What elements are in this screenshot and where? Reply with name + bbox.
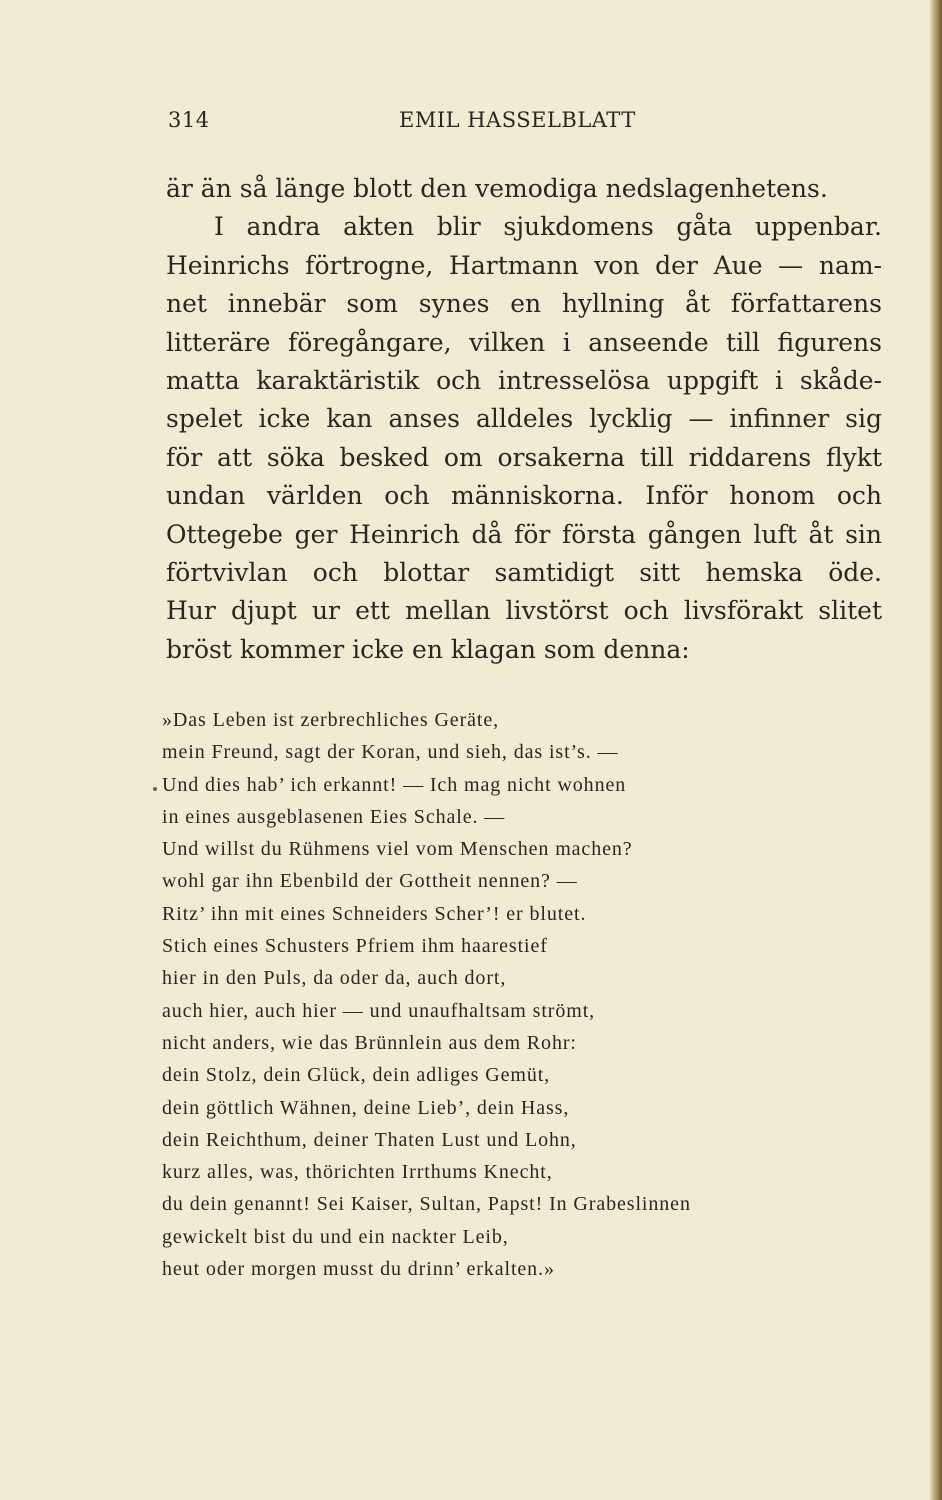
poem-line: Ritz’ ihn mit eines Schneiders Scher’! er blutet. (162, 902, 587, 925)
prose-line: bröst kommer icke en klagan som denna: (166, 634, 690, 664)
poem-line: gewickelt bist du und ein nackter Leib, (162, 1225, 509, 1248)
poem-line: dein göttlich Wähnen, deine Lieb’, dein Hass, (162, 1096, 570, 1119)
prose-line: är än så länge blott den vemodiga nedslagenhetens. (166, 174, 828, 203)
poem-line: in eines ausgeblasenen Eies Schale. — (162, 805, 506, 828)
running-title: EMIL HASSELBLATT (399, 108, 636, 132)
poem-line: auch hier, auch hier — und unaufhaltsam strömt, (162, 999, 596, 1022)
prose-line: matta karaktäristik och intresselösa uppgift i skåde- (166, 365, 882, 395)
prose-line: förtvivlan och blottar samtidigt sitt hemska öde. (166, 557, 882, 587)
prose-paragraph (166, 170, 882, 669)
margin-mark (153, 787, 157, 791)
poem-line: kurz alles, was, thörichten Irrthums Knecht, (162, 1161, 553, 1184)
prose-line: spelet icke kan anses alldeles lycklig — infinner sig (166, 404, 882, 434)
poem-line: dein Reichthum, deiner Thaten Lust und Lohn, (162, 1128, 577, 1151)
prose-line: undan världen och människorna. Inför honom och (166, 481, 882, 511)
page-edge (930, 0, 942, 1500)
page-number: 314 (168, 108, 210, 132)
poem-line: wohl gar ihn Ebenbild der Gottheit nennen? — (162, 870, 578, 893)
poem-line: Und willst du Rühmens viel vom Menschen machen? (162, 838, 633, 861)
poem-line: du dein genannt! Sei Kaiser, Sultan, Papst! In Grabeslinnen (162, 1193, 691, 1216)
prose-line: litteräre föregångare, vilken i anseende till figurens (166, 327, 882, 357)
prose-line: Heinrichs förtrogne, Hartmann von der Aue — nam- (166, 250, 882, 280)
prose-line: Hur djupt ur ett mellan livstörst och livsförakt slitet (166, 596, 882, 626)
prose-line: net innebär som synes en hyllning åt författarens (166, 289, 882, 319)
poem-line: mein Freund, sagt der Koran, und sieh, das ist’s. — (162, 741, 619, 764)
poem-line: »Das Leben ist zerbrechliches Geräte, (162, 709, 500, 731)
poem-quotation (162, 704, 882, 1285)
prose-line: Ottegebe ger Heinrich då för första gången luft åt sin (166, 519, 882, 549)
poem-line: nicht anders, wie das Brünnlein aus dem Rohr: (162, 1031, 577, 1054)
poem-line: hier in den Puls, da oder da, auch dort, (162, 967, 507, 990)
poem-line: dein Stolz, dein Glück, dein adliges Gemüt, (162, 1064, 551, 1087)
poem-line: heut oder morgen musst du drinn’ erkalten.» (162, 1258, 555, 1281)
poem-line: Stich eines Schusters Pfriem ihm haarestief (162, 935, 548, 958)
prose-line: I andra akten blir sjukdomens gåta uppenbar. (214, 212, 882, 242)
poem-line: Und dies hab’ ich erkannt! — Ich mag nicht wohnen (162, 773, 627, 796)
prose-line: för att söka besked om orsakerna till riddarens flykt (166, 442, 882, 472)
page-header (168, 108, 646, 142)
